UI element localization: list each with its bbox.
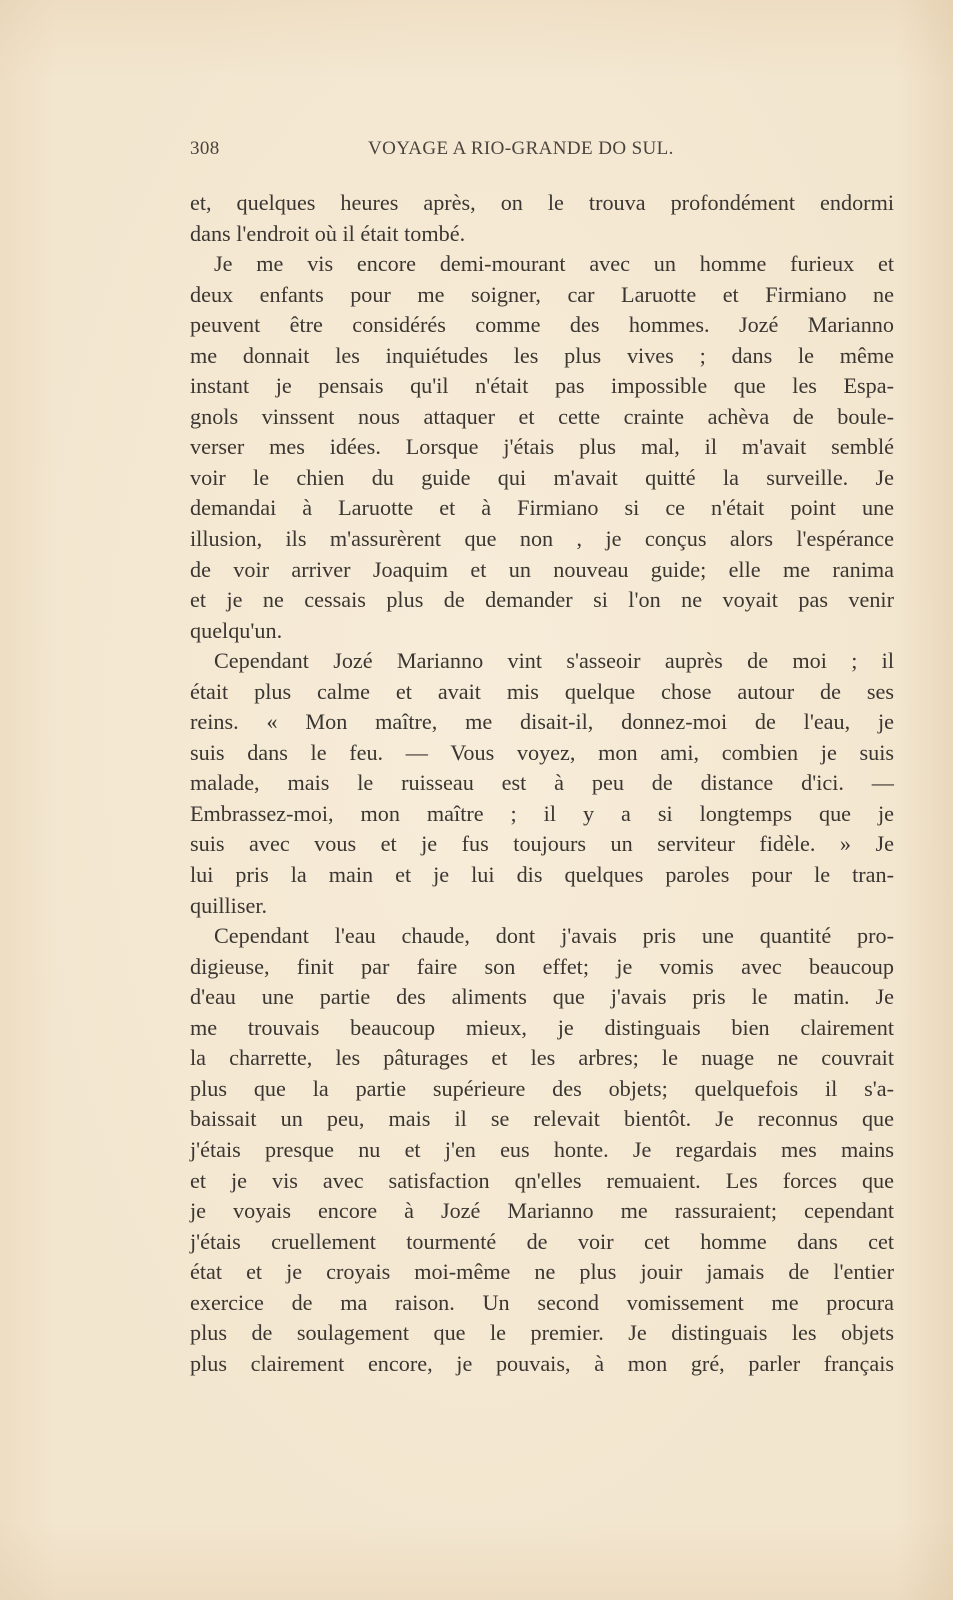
text-line: et je vis avec satisfaction qn'elles remuaient. Les forces que <box>190 1167 894 1193</box>
text-line: suis avec vous et je fus toujours un serviteur fidèle. » Je <box>190 831 894 857</box>
text-line: malade, mais le ruisseau est à peu de distance d'ici. — <box>190 770 894 796</box>
text-line: de voir arriver Joaquim et un nouveau guide; elle me ranima <box>190 556 894 582</box>
text-line: instant je pensais qu'il n'était pas impossible que les Espa- <box>190 373 894 399</box>
paragraph <box>190 921 894 1379</box>
text-line: illusion, ils m'assurèrent que non , je conçus alors l'espérance <box>190 526 894 552</box>
text-line: me donnait les inquiétudes les plus vives ; dans le même <box>190 342 894 368</box>
text-line: j'étais cruellement tourmenté de voir cet homme dans cet <box>190 1228 894 1254</box>
text-line: et je ne cessais plus de demander si l'on ne voyait pas venir <box>190 587 894 613</box>
text-line: Je me vis encore demi-mourant avec un homme furieux et <box>214 251 894 277</box>
body-text <box>190 188 894 1379</box>
running-head <box>190 138 894 164</box>
text-line: et, quelques heures après, on le trouva profondément endormi <box>190 190 894 215</box>
text-line: Cependant Jozé Marianno vint s'asseoir auprès de moi ; il <box>214 648 894 674</box>
text-line: la charrette, les pâturages et les arbres; le nuage ne couvrait <box>190 1045 894 1071</box>
text-line: quilliser. <box>190 892 268 918</box>
text-line: suis dans le feu. — Vous voyez, mon ami, combien je suis <box>190 739 894 765</box>
text-line: était plus calme et avait mis quelque chose autour de ses <box>190 678 894 704</box>
text-line: verser mes idées. Lorsque j'étais plus mal, il m'avait semblé <box>190 434 894 460</box>
text-line: me trouvais beaucoup mieux, je distinguais bien clairement <box>190 1014 894 1040</box>
text-line: digieuse, finit par faire son effet; je vomis avec beaucoup <box>190 953 894 979</box>
text-line: baissait un peu, mais il se relevait bientôt. Je reconnus que <box>190 1106 894 1132</box>
text-line: Embrassez-moi, mon maître ; il y a si longtemps que je <box>190 800 894 826</box>
text-line: peuvent être considérés comme des hommes. Jozé Marianno <box>190 312 894 338</box>
page-number: 308 <box>190 138 220 159</box>
text-line: plus clairement encore, je pouvais, à mon gré, parler français <box>190 1350 894 1376</box>
text-line: j'étais presque nu et j'en eus honte. Je regardais mes mains <box>190 1136 894 1162</box>
book-page <box>190 138 894 1379</box>
text-line: quelqu'un. <box>190 617 283 643</box>
text-line: plus que la partie supérieure des objets; quelquefois il s'a- <box>190 1075 894 1101</box>
text-line: lui pris la main et je lui dis quelques paroles pour le tran- <box>190 862 894 888</box>
text-line: deux enfants pour me soigner, car Laruotte et Firmiano ne <box>190 281 894 307</box>
running-title: VOYAGE A RIO-GRANDE DO SUL. <box>368 138 674 159</box>
text-line: dans l'endroit où il était tombé. <box>190 220 466 246</box>
text-line: d'eau une partie des aliments que j'avais pris le matin. Je <box>190 984 894 1010</box>
paragraph <box>190 188 894 249</box>
text-line: exercice de ma raison. Un second vomissement me procura <box>190 1289 894 1315</box>
text-line: gnols vinssent nous attaquer et cette crainte achèva de boule- <box>190 403 894 429</box>
text-line: demandai à Laruotte et à Firmiano si ce n'était point une <box>190 495 894 521</box>
text-line: état et je croyais moi-même ne plus jouir jamais de l'entier <box>190 1259 894 1285</box>
text-line: plus de soulagement que le premier. Je distinguais les objets <box>190 1320 894 1346</box>
paragraph <box>190 646 894 921</box>
text-line: voir le chien du guide qui m'avait quitté la surveille. Je <box>190 464 894 490</box>
text-line: reins. « Mon maître, me disait-il, donnez-moi de l'eau, je <box>190 709 894 735</box>
paragraph <box>190 249 894 646</box>
text-line: je voyais encore à Jozé Marianno me rassuraient; cependant <box>190 1198 894 1224</box>
text-line: Cependant l'eau chaude, dont j'avais pris une quantité pro- <box>214 923 894 949</box>
